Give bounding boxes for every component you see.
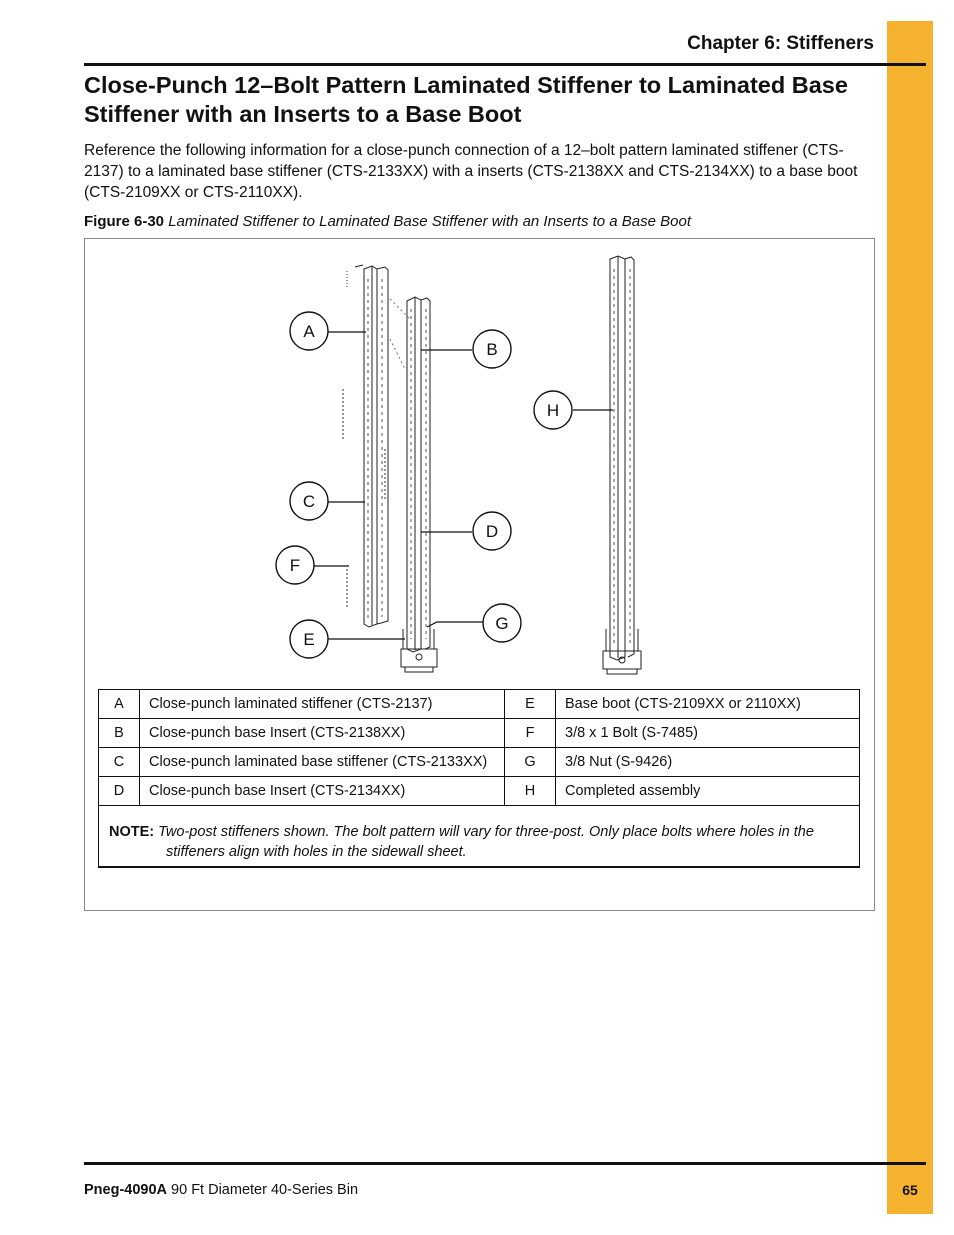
legend-key: G <box>505 748 556 777</box>
legend-key: E <box>505 690 556 719</box>
header-rule <box>84 63 926 66</box>
callout-h-label: H <box>546 401 560 420</box>
callout-g-label: G <box>495 614 509 633</box>
legend-table <box>98 689 860 868</box>
callout-d-label: D <box>485 522 499 541</box>
callout-d <box>473 512 511 550</box>
legend-key: F <box>505 719 556 748</box>
legend-desc: Close-punch laminated base stiffener (CTS-2133XX) <box>140 748 505 777</box>
callout-c-label: C <box>302 492 316 511</box>
callout-a <box>290 312 328 350</box>
legend-row <box>99 719 860 748</box>
note-row <box>99 806 860 868</box>
callout-e <box>290 620 328 658</box>
note <box>109 822 849 862</box>
legend-desc: Close-punch base Insert (CTS-2138XX) <box>140 719 505 748</box>
section-title: Close-Punch 12–Bolt Pattern Laminated Stiffener to Laminated Base Stiffener with an Inserts to a Base Boot <box>84 72 848 127</box>
base-stiffener-drawing <box>401 297 437 672</box>
completed-assembly-drawing <box>603 256 641 674</box>
callout-h <box>534 391 572 429</box>
legend-row <box>99 777 860 806</box>
figure-caption <box>84 213 691 230</box>
callout-b <box>473 330 511 368</box>
callout-g <box>483 604 521 642</box>
footer-rule <box>84 1162 926 1165</box>
legend-key: D <box>99 777 140 806</box>
legend-desc: Close-punch laminated stiffener (CTS-2137) <box>140 690 505 719</box>
callout-a-label: A <box>303 322 315 341</box>
footer-doc-id: Pneg-4090A <box>84 1182 168 1198</box>
callout-f <box>276 546 314 584</box>
legend-desc: Base boot (CTS-2109XX or 2110XX) <box>556 690 860 719</box>
page-number: 65 <box>902 1182 918 1198</box>
legend-key: C <box>99 748 140 777</box>
legend-desc: Completed assembly <box>556 777 860 806</box>
callout-leaders <box>314 332 613 639</box>
legend-desc: Close-punch base Insert (CTS-2134XX) <box>140 777 505 806</box>
legend-key: H <box>505 777 556 806</box>
intro-paragraph: Reference the following information for a close-punch connection of a 12–bolt pattern laminated stiffener (CTS-2137) to a laminated base stiffener (CTS-2133XX) with a inserts (CTS-2138XX and CTS-2134XX) to a base boot (CTS-2109XX or CTS-2110XX). <box>84 142 858 201</box>
note-label: NOTE: <box>109 824 155 840</box>
legend-key: A <box>99 690 140 719</box>
chapter-title: Chapter 6: Stiffeners <box>687 33 874 54</box>
note-text: Two-post stiffeners shown. The bolt pattern will vary for three-post. Only place bolts where holes in the stiffeners align with holes in the sidewall sheet. <box>158 824 814 860</box>
footer-doc-title: 90 Ft Diameter 40-Series Bin <box>167 1182 359 1198</box>
legend-desc: 3/8 Nut (S-9426) <box>556 748 860 777</box>
stiffener-diagram <box>85 239 876 689</box>
laminated-stiffener-drawing <box>343 265 410 627</box>
callout-c <box>290 482 328 520</box>
legend-row <box>99 690 860 719</box>
footer-doc-info <box>84 1182 358 1198</box>
callout-b-label: B <box>486 340 498 359</box>
chapter-side-tab <box>887 21 933 1214</box>
figure-number: Figure 6-30 <box>84 213 165 230</box>
legend-desc: 3/8 x 1 Bolt (S-7485) <box>556 719 860 748</box>
callout-f-label: F <box>289 556 301 575</box>
legend-key: B <box>99 719 140 748</box>
note-cell <box>99 806 860 868</box>
figure-caption-text: Laminated Stiffener to Laminated Base Stiffener with an Inserts to a Base Boot <box>168 213 692 230</box>
callout-e-label: E <box>303 630 315 649</box>
legend-row <box>99 748 860 777</box>
